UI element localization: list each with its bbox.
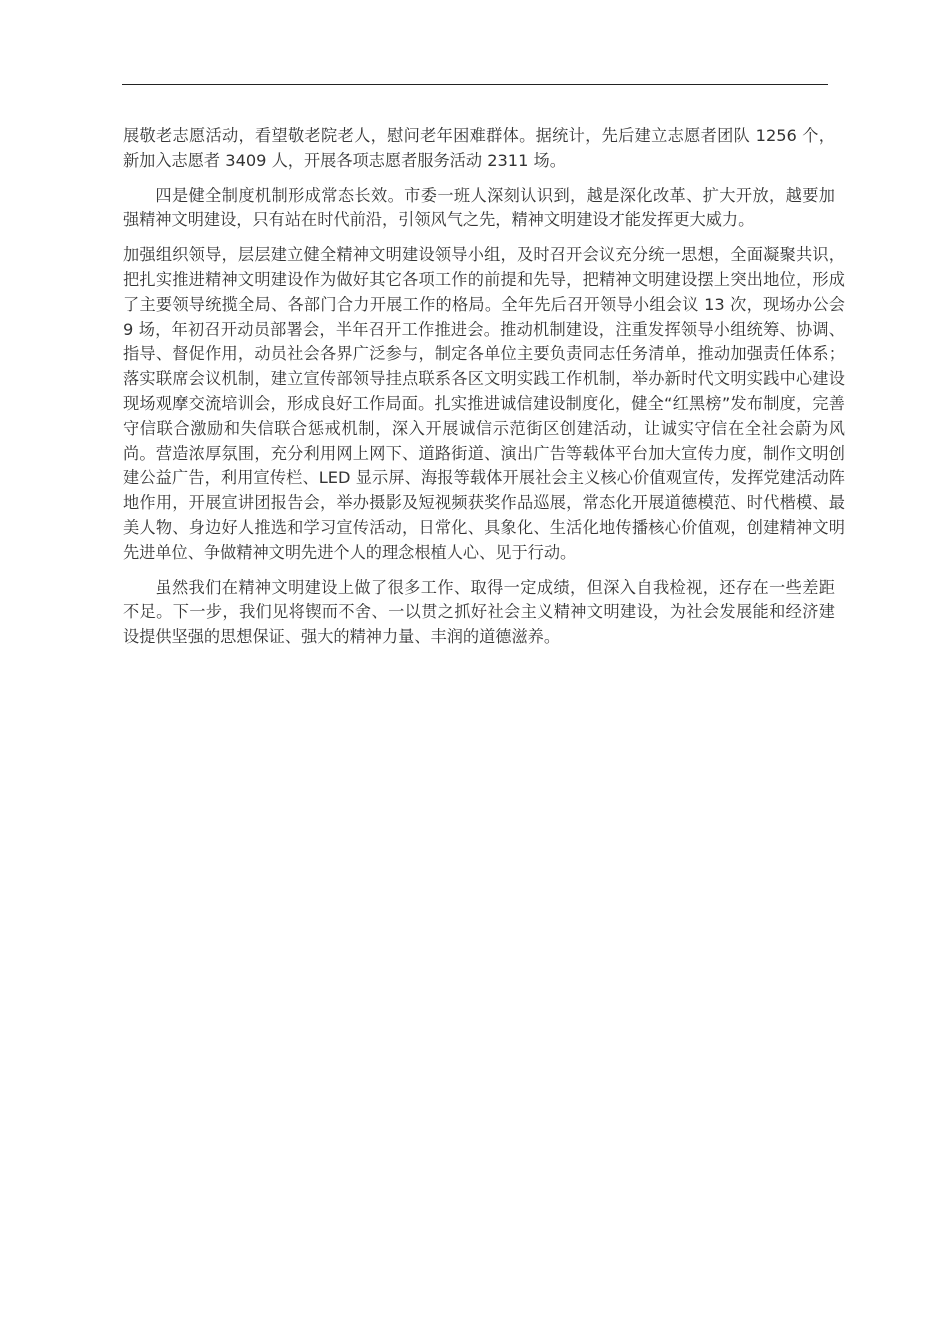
paragraph-conclusion: 虽然我们在精神文明建设上做了很多工作、取得一定成绩，但深入自我检视，还存在一些差距不足。下一步，我们见将锲而不舍、一以贯之抓好社会主义精神文明建设，为社会发展能和经济建设提供坚强的思想保证、强大的精神力量、丰润的道德滋养。	[123, 577, 835, 647]
paragraph-organization-leadership: 加强组织领导，层层建立健全精神文明建设领导小组，及时召开会议充分统一思想，全面凝聚共识，把扎实推进精神文明建设作为做好其它各项工作的前提和先导，把精神文明建设摆上突出地位，形成了主要领导统揽全局、各部门合力开展工作的格局。全年先后召开领导小组会议 13 次，现场办公会 9 场，年初召开动员部署会，半年召开工作推进会。推动机制建设，注重发挥领导小组统筹、协调、指导、督促作用，动员社会各界广泛参与，制定各单位主要负责同志任务清单，推动加强责任体系；落实联席会议机制，建立宣传部领导挂点联系各区文明实践工作机制，举办新时代文明实践中心建设现场观摩交流培训会，形成良好工作局面。扎实推进诚信建设制度化，健全“红黑榜”发布制度，完善守信联合激励和失信联合惩戒机制，深入开展诚信示范街区创建活动，让诚实守信在全社会蔚为风尚。营造浓厚氛围，充分利用网上网下、道路街道、演出广告等载体平台加大宣传力度，制作文明创建公益广告，利用宣传栏、LED 显示屏、海报等载体开展社会主义核心价值观宣传，发挥党建活动阵地作用，开展宣讲团报告会，举办摄影及短视频获奖作品巡展，常态化开展道德模范、时代楷模、最美人物、身边好人推选和学习宣传活动，日常化、具象化、生活化地传播核心价值观，创建精神文明先进单位、争做精神文明先进个人的理念根植人心、见于行动。	[123, 245, 845, 562]
header-rule	[122, 84, 828, 85]
paragraph-institution-mechanism: 四是健全制度机制形成常态长效。市委一班人深刻认识到，越是深化改革、扩大开放，越要加强精神文明建设，只有站在时代前沿，引领风气之先，精神文明建设才能发挥更大威力。	[123, 185, 835, 230]
paragraph-volunteer-summary: 展敬老志愿活动，看望敬老院老人，慰问老年困难群体。据统计，先后建立志愿者团队 1256 个，新加入志愿者 3409 人，开展各项志愿者服务活动 2311 场。	[123, 126, 835, 170]
document-body	[123, 124, 845, 660]
